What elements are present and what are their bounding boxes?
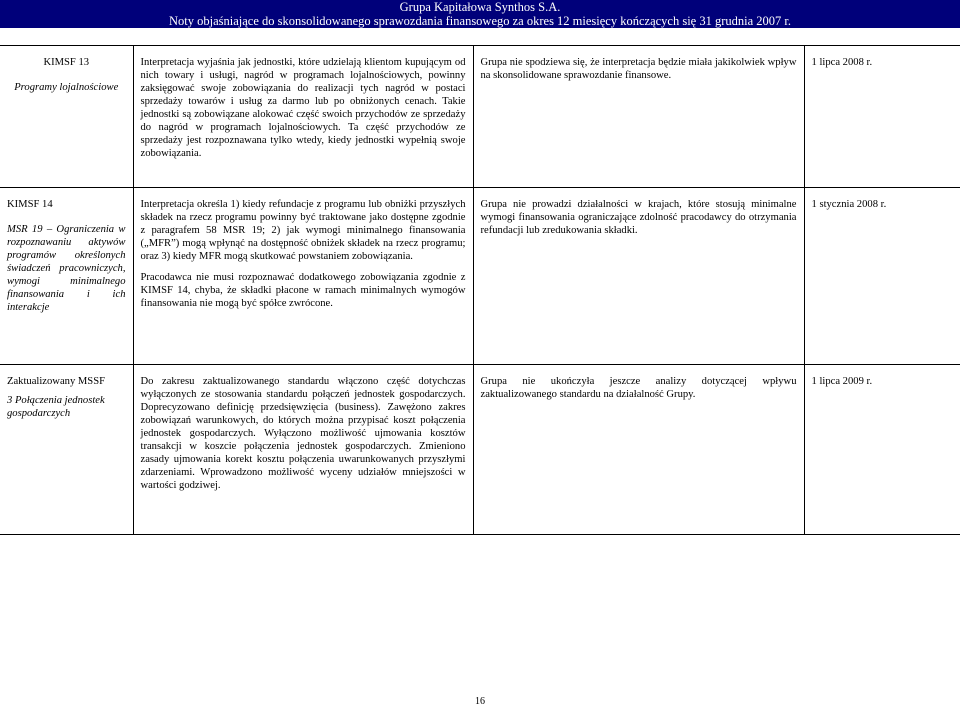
impact-text: Grupa nie prowadzi działalności w krajach, które stosują minimalne wymogi finansowania ograniczające zdolność pracodawcy do otrzymania refundacji lub zredukowania składki. [480, 199, 797, 236]
document-header [0, 0, 960, 28]
standard-title: Programy lojalnościowe [14, 82, 119, 93]
table-row [0, 365, 960, 535]
description-text: Interpretacja określa 1) kiedy refundacje z programu lub obniżki przyszłych składek na rzecz programu powinny być traktowane jako dostępne zgodnie z paragrafem 58 MSR 19; 2) jak wymogi minimalnego finansowania („MFR”) mogą wpłynąć na dostępność obniżek składek na rzecz programu; oraz 3) kiedy MFR mogą skutkować powstaniem zobowiązania. [140, 199, 466, 262]
description-cell [133, 46, 473, 188]
description-text-2: Pracodawca nie musi rozpoznawać dodatkowego zobowiązania zgodnie z KIMSF 14, chyba, że składki płacone w ramach minimalnych wymogów finansowania nie mogą być spółce zwrócone. [140, 272, 466, 309]
table-row [0, 46, 960, 188]
document-subtitle: Noty objaśniające do skonsolidowanego sprawozdania finansowego za okres 12 miesięcy kończących się 31 grudnia 2007 r. [168, 14, 792, 28]
standard-name: Zaktualizowany MSSF [7, 376, 105, 387]
table-row [0, 188, 960, 365]
impact-cell [473, 188, 804, 365]
description-cell [133, 365, 473, 535]
description-text: Do zakresu zaktualizowanego standardu włączono część dotychczas wyłączonych ze stosowania standardu połączeń jednostek gospodarczych. Doprecyzowano definicję przedsięwzięcia (business). Zawężono zakres zobowiązań warunkowych, do których można przypisać koszt połączenia jednostek gospodarczych. Wyłączono możliwość ujmowania kosztów transakcji w koszcie połączenia jednostek gospodarczych. Zmieniono zasady ujmowania korekt kosztu połączenia uwarunkowanych przyszłymi zdarzeniami. Wprowadzono możliwość wyceny udziałów mniejszości w wartości godziwej. [140, 376, 466, 491]
standard-title: MSR 19 – Ograniczenia w rozpoznawaniu aktywów programów określonych świadczeń pracowniczych, wymogi minimalnego finansowania i ich interakcje [7, 224, 126, 313]
company-name: Grupa Kapitałowa Synthos S.A. [399, 0, 561, 14]
impact-cell [473, 46, 804, 188]
page-number: 16 [475, 696, 485, 707]
standard-title: 3 Połączenia jednostek gospodarczych [7, 395, 105, 419]
effective-date-cell [804, 365, 960, 535]
effective-date: 1 lipca 2008 r. [811, 57, 873, 68]
impact-cell [473, 365, 804, 535]
standard-cell [0, 188, 133, 365]
impact-text: Grupa nie ukończyła jeszcze analizy dotyczącej wpływu zaktualizowanego standardu na działalność Grupy. [480, 376, 797, 400]
effective-date: 1 lipca 2009 r. [811, 376, 873, 387]
standard-cell [0, 46, 133, 188]
description-cell [133, 188, 473, 365]
description-text: Interpretacja wyjaśnia jak jednostki, które udzielają klientom kupującym od nich towary i usługi, nagród w programach lojalnościowych, powinny zaksięgować swoje zobowiązania do realizacji tych nagród w postaci sprzedaży towarów i usług za darmo lub po obniżonych cenach. Takie jednostki są zobowiązane alokować część swoich przychodów ze sprzedaży do nagród w programach lojalnościowych. Ta część przychodów ze sprzedaży jest rozpoznawana tylko wtedy, kiedy jednostki wypełnią swoje zobowiązania. [140, 57, 466, 159]
standard-name: KIMSF 14 [7, 199, 53, 210]
effective-date-cell [804, 188, 960, 365]
impact-text: Grupa nie spodziewa się, że interpretacja będzie miała jakikolwiek wpływ na skonsolidowane sprawozdanie finansowe. [480, 57, 797, 81]
effective-date-cell [804, 46, 960, 188]
effective-date: 1 stycznia 2008 r. [811, 199, 887, 210]
standard-name: KIMSF 13 [43, 57, 90, 68]
standard-cell [0, 365, 133, 535]
standards-table [0, 45, 960, 535]
